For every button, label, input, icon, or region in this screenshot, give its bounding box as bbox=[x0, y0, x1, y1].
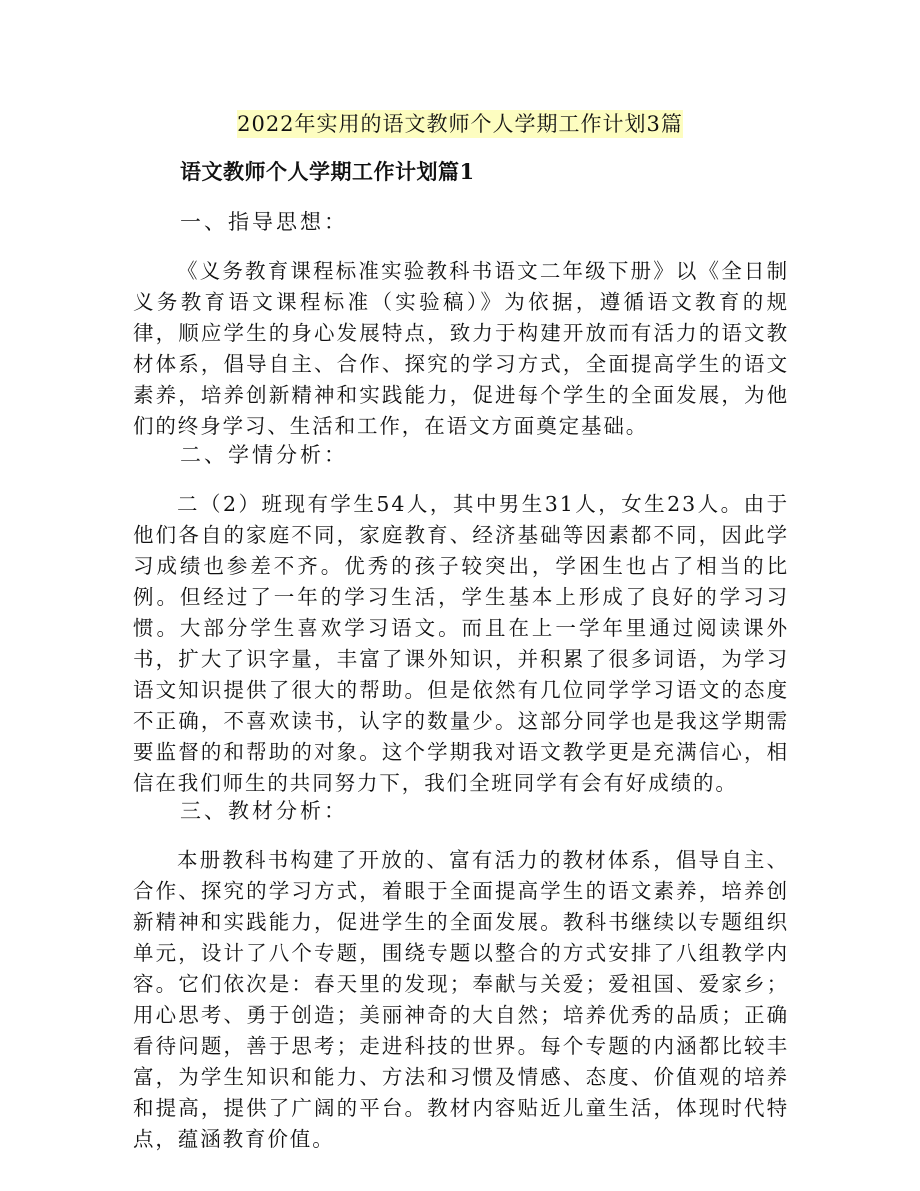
section-label-guiding-thought: 一、指导思想： bbox=[180, 210, 348, 234]
section-paragraph-student-analysis: 二（2）班现有学生54人，其中男生31人，女生23人。由于他们各自的家庭不同，家庭教育、经济基础等因素都不同，因此学习成绩也参差不齐。优秀的孩子较突出，学困生也占了相当的比例。但经过了一年的学习生活，学生基本上形成了良好的学习习惯。大部分学生喜欢学习语文。而且在上一学年里通过阅读课外书，扩大了识字量，丰富了课外知识，并积累了很多词语，为学习语文知识提供了很大的帮助。但是依然有几位同学学习语文的态度不正确，不喜欢读书，认字的数量少。这部分同学也是我这学期需要监督的和帮助的对象。这个学期我对语文教学更是充满信心，相信在我们师生的共同努力下，我们全班同学有会有好成绩的。 bbox=[133, 492, 789, 795]
section-label-student-analysis: 二、学情分析： bbox=[180, 443, 348, 467]
section-paragraph-textbook-analysis: 本册教科书构建了开放的、富有活力的教材体系，倡导自主、合作、探究的学习方式，着眼于全面提高学生的语文素养，培养创新精神和实践能力，促进学生的全面发展。教科书继续以专题组织单元，设计了八个专题，围绕专题以整合的方式安排了八组教学内容。它们依次是：春天里的发现；奉献与关爱；爱祖国、爱家乡；用心思考、勇于创造；美丽神奇的大自然；培养优秀的品质；正确看待问题，善于思考；走进科技的世界。每个专题的内涵都比较丰富，为学生知识和能力、方法和习惯及情感、态度、价值观的培养和提高，提供了广阔的平台。教材内容贴近儿童生活，体现时代特点，蕴涵教育价值。 bbox=[133, 848, 789, 1151]
document-title bbox=[0, 108, 920, 140]
article-heading: 语文教师个人学期工作计划篇1 bbox=[180, 159, 475, 184]
section-label-textbook-analysis: 三、教材分析： bbox=[180, 799, 348, 823]
section-paragraph-guiding-thought: 《义务教育课程标准实验教科书语文二年级下册》以《全日制义务教育语文课程标准（实验稿）》为依据，遵循语文教育的规律，顺应学生的身心发展特点，致力于构建开放而有活力的语文教材体系，倡导自主、合作、探究的学习方式，全面提高学生的语文素养，培养创新精神和实践能力，促进每个学生的全面发展，为他们的终身学习、生活和工作，在语文方面奠定基础。 bbox=[133, 259, 789, 438]
title-highlight: 2022年实用的语文教师个人学期工作计划3篇 bbox=[237, 112, 683, 136]
